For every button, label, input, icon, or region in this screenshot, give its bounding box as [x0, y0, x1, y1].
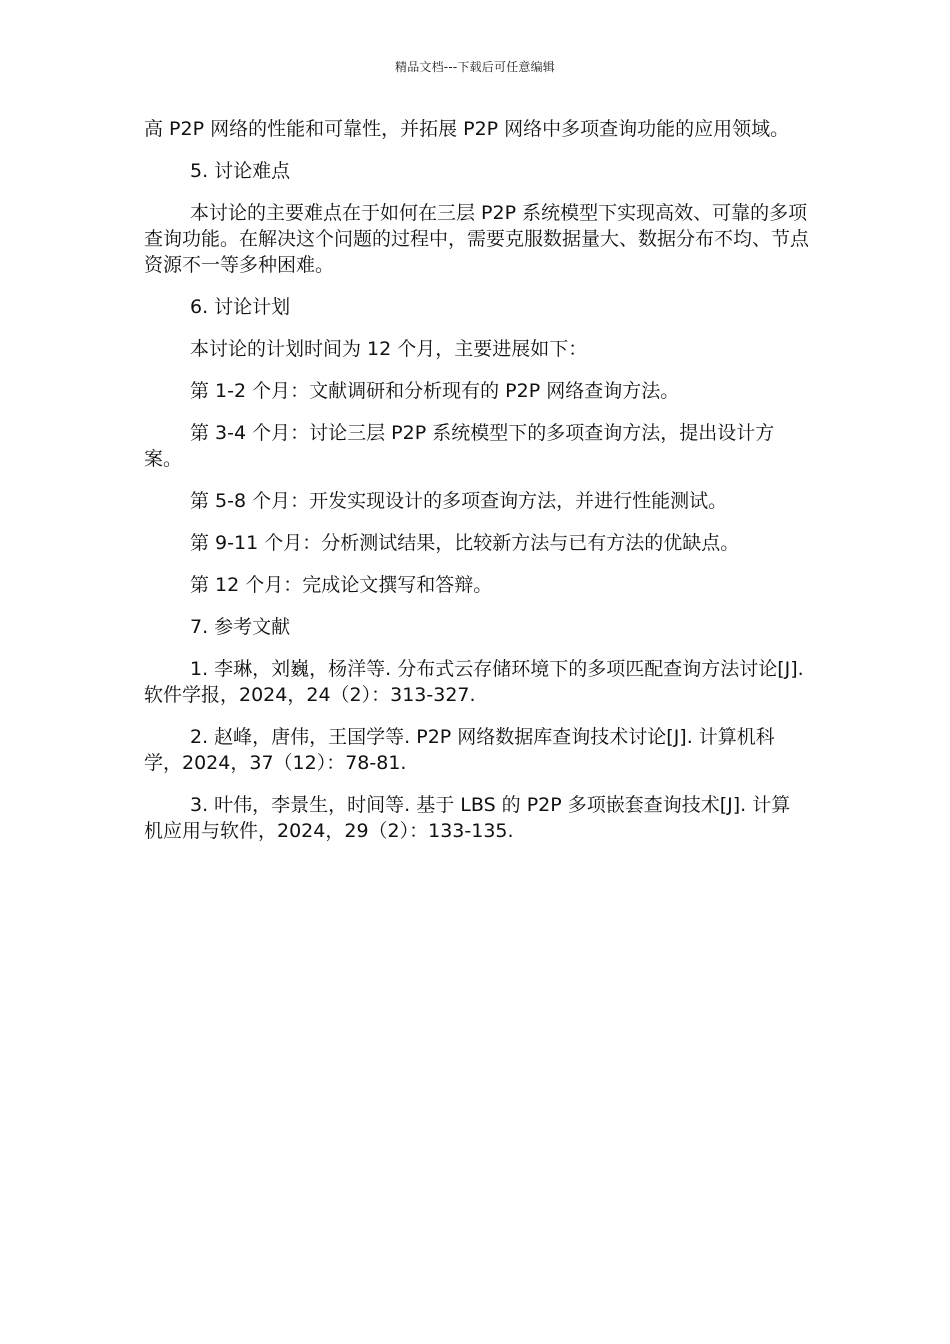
reference-item: 1. 李琳，刘巍，杨洋等. 分布式云存储环境下的多项匹配查询方法讨论[J]. 软件学报，2024，24（2）：313-327. — [144, 658, 804, 706]
reference-item: 2. 赵峰，唐伟，王国学等. P2P 网络数据库查询技术讨论[J]. 计算机科学，2024，37（12）：78-81. — [144, 726, 775, 774]
plan-item: 第 9-11 个月：分析测试结果，比较新方法与已有方法的优缺点。 — [190, 532, 740, 554]
section-heading-plan: 6. 讨论计划 — [190, 296, 291, 318]
paragraph-difficulties: 本讨论的主要难点在于如何在三层 P2P 系统模型下实现高效、可靠的多项查询功能。在解决这个问题的过程中，需要克服数据量大、数据分布不均、节点资源不一等多种困难。 — [144, 202, 810, 276]
section-heading-references: 7. 参考文献 — [190, 616, 291, 638]
plan-item: 第 12 个月：完成论文撰写和答辩。 — [190, 574, 493, 596]
plan-item: 第 3-4 个月：讨论三层 P2P 系统模型下的多项查询方法，提出设计方案。 — [144, 422, 775, 470]
paragraph-continuation: 高 P2P 网络的性能和可靠性，并拓展 P2P 网络中多项查询功能的应用领域。 — [144, 118, 790, 140]
page-header: 精品文档---下载后可任意编辑 — [395, 60, 555, 74]
paragraph-plan-intro: 本讨论的计划时间为 12 个月，主要进展如下： — [190, 338, 588, 360]
section-heading-difficulties: 5. 讨论难点 — [190, 160, 291, 182]
reference-item: 3. 叶伟，李景生，时间等. 基于 LBS 的 P2P 多项嵌套查询技术[J]. 计算机应用与软件，2024，29（2）：133-135. — [144, 794, 791, 842]
plan-item: 第 5-8 个月：开发实现设计的多项查询方法，并进行性能测试。 — [190, 490, 728, 512]
plan-item: 第 1-2 个月：文献调研和分析现有的 P2P 网络查询方法。 — [190, 380, 680, 402]
document-body — [144, 116, 809, 860]
